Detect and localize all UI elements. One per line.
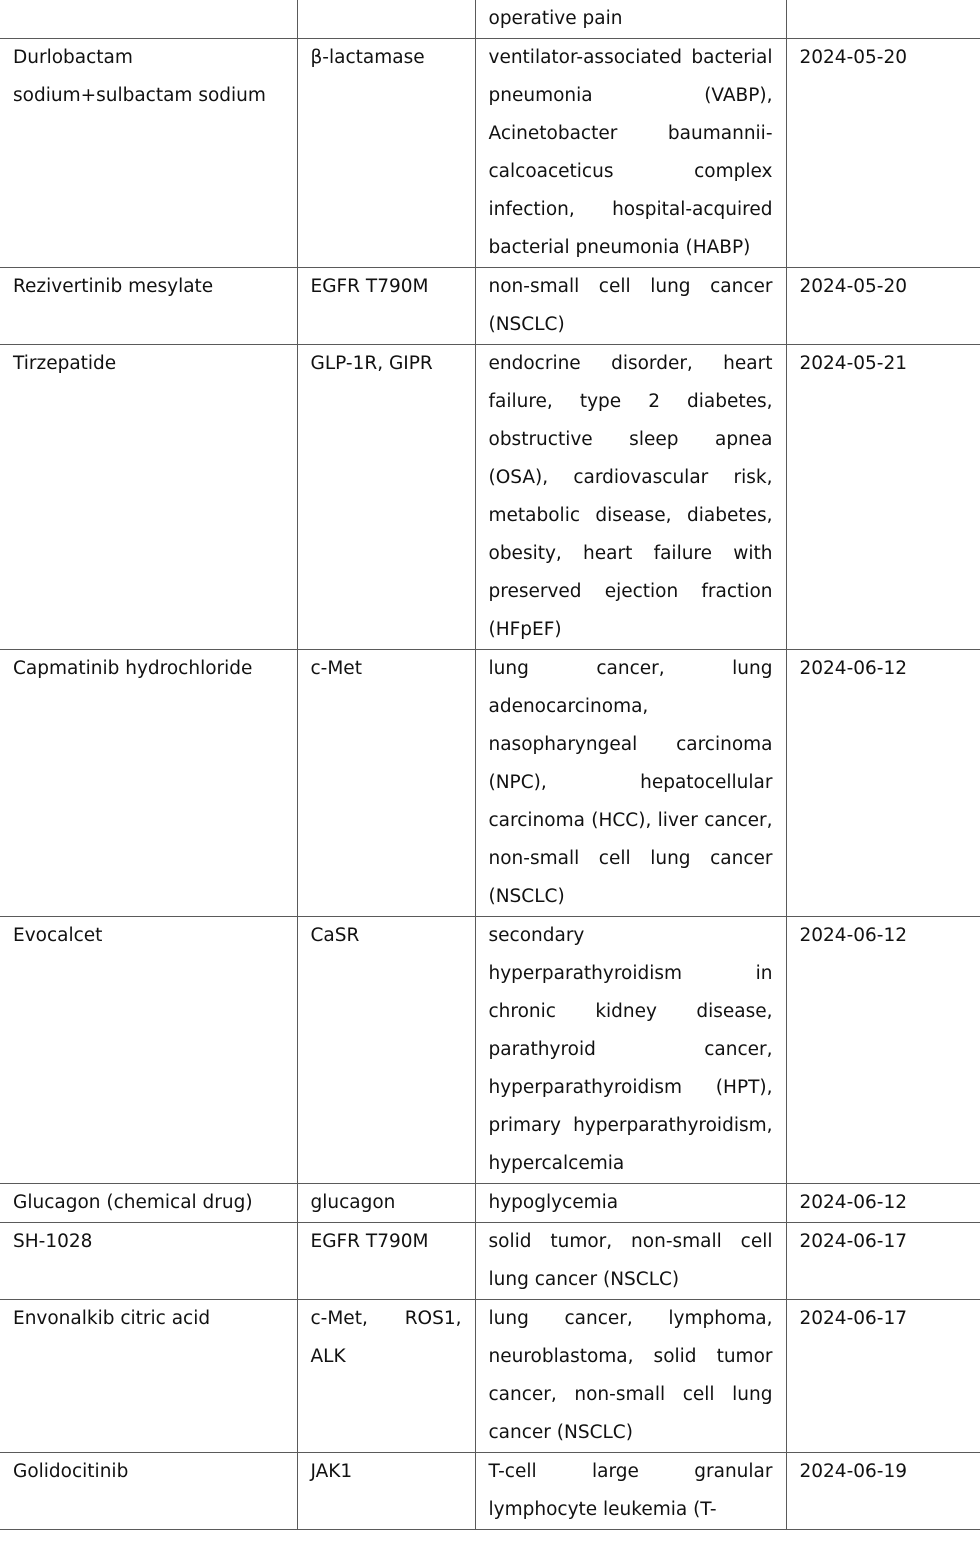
drug-name-cell — [0, 0, 297, 39]
indication-cell: non-small cell lung cancer (NSCLC) — [475, 268, 786, 345]
table-row — [0, 917, 980, 1184]
table-row — [0, 0, 980, 39]
table-row — [0, 650, 980, 917]
date-cell: 2024-06-17 — [786, 1223, 980, 1300]
date-cell: 2024-05-20 — [786, 39, 980, 268]
table-row — [0, 268, 980, 345]
date-cell: 2024-06-12 — [786, 917, 980, 1184]
table-row — [0, 1300, 980, 1453]
table-row — [0, 345, 980, 650]
table-row — [0, 1184, 980, 1223]
indication-cell: lung cancer, lymphoma, neuroblastoma, solid tumor cancer, non-small cell lung cancer (NSCLC) — [475, 1300, 786, 1453]
target-cell: glucagon — [297, 1184, 475, 1223]
target-cell: c-Met — [297, 650, 475, 917]
indication-cell: hypoglycemia — [475, 1184, 786, 1223]
drug-name-cell: SH-1028 — [0, 1223, 297, 1300]
drug-name-cell: Glucagon (chemical drug) — [0, 1184, 297, 1223]
date-cell: 2024-06-12 — [786, 650, 980, 917]
drug-name-cell: Durlobactam sodium+sulbactam sodium — [0, 39, 297, 268]
target-cell: c-Met, ROS1, ALK — [297, 1300, 475, 1453]
date-cell: 2024-06-12 — [786, 1184, 980, 1223]
target-cell: EGFR T790M — [297, 268, 475, 345]
table-row — [0, 1223, 980, 1300]
drug-name-cell: Golidocitinib — [0, 1453, 297, 1530]
table-row — [0, 39, 980, 268]
date-cell — [786, 0, 980, 39]
drug-name-cell: Tirzepatide — [0, 345, 297, 650]
indication-cell: endocrine disorder, heart failure, type 2 diabetes, obstructive sleep apnea (OSA), cardiovascular risk, metabolic disease, diabetes, obesity, heart failure with preserved ejection fraction (HFpEF) — [475, 345, 786, 650]
indication-cell: operative pain — [475, 0, 786, 39]
date-cell: 2024-05-21 — [786, 345, 980, 650]
indication-cell: T-cell large granular lymphocyte leukemia (T- — [475, 1453, 786, 1530]
drug-name-cell: Evocalcet — [0, 917, 297, 1184]
target-cell: EGFR T790M — [297, 1223, 475, 1300]
target-cell — [297, 0, 475, 39]
target-cell: β-lactamase — [297, 39, 475, 268]
drug-name-cell: Capmatinib hydrochloride — [0, 650, 297, 917]
indication-cell: ventilator-associated bacterial pneumonia (VABP), Acinetobacter baumannii-calcoaceticus complex infection, hospital-acquired bacterial pneumonia (HABP) — [475, 39, 786, 268]
indication-cell: solid tumor, non-small cell lung cancer (NSCLC) — [475, 1223, 786, 1300]
indication-cell: secondary hyperparathyroidism in chronic kidney disease, parathyroid cancer, hyperparathyroidism (HPT), primary hyperparathyroidism, hypercalcemia — [475, 917, 786, 1184]
date-cell: 2024-06-17 — [786, 1300, 980, 1453]
drug-name-cell: Envonalkib citric acid — [0, 1300, 297, 1453]
table-row — [0, 1453, 980, 1530]
drug-name-cell: Rezivertinib mesylate — [0, 268, 297, 345]
indication-cell: lung cancer, lung adenocarcinoma, nasopharyngeal carcinoma (NPC), hepatocellular carcinoma (HCC), liver cancer, non-small cell lung cancer (NSCLC) — [475, 650, 786, 917]
date-cell: 2024-06-19 — [786, 1453, 980, 1530]
target-cell: JAK1 — [297, 1453, 475, 1530]
target-cell: GLP-1R, GIPR — [297, 345, 475, 650]
date-cell: 2024-05-20 — [786, 268, 980, 345]
target-cell: CaSR — [297, 917, 475, 1184]
